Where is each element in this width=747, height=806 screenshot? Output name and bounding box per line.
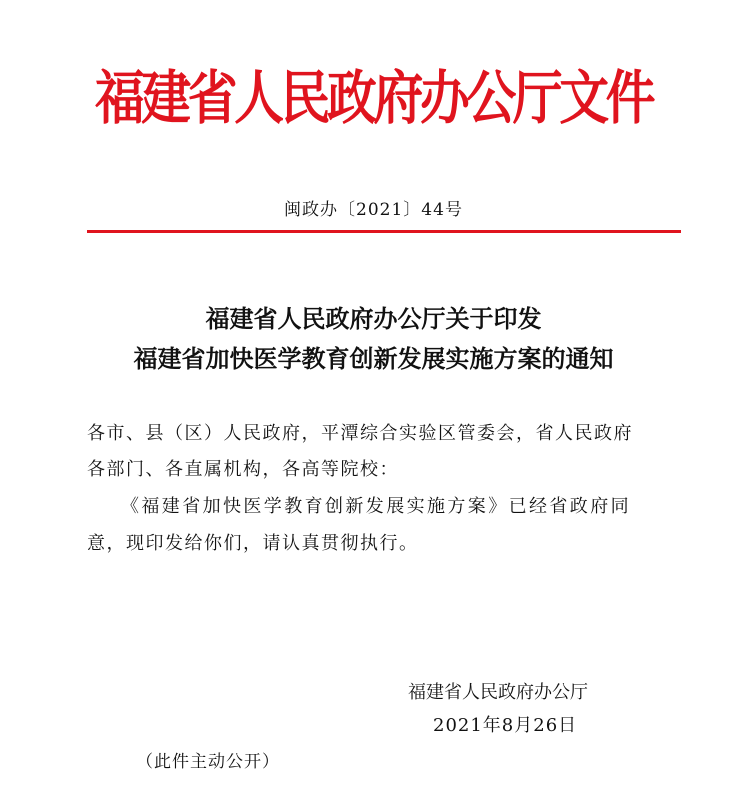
body-paragraph-line-1: 《福建省加快医学教育创新发展实施方案》已经省政府同 [121, 496, 631, 517]
document-header-title: 福建省人民政府办公厅文件 [94, 64, 653, 132]
addressee-line-2: 各部门、各直属机构，各高等院校： [87, 459, 399, 480]
body-paragraph-line-2: 意，现印发给你们，请认真贯彻执行。 [87, 533, 419, 554]
addressee-line-1: 各市、县（区）人民政府，平潭综合实验区管委会，省人民政府 [87, 423, 633, 444]
document-number: 闽政办〔2021〕44号 [284, 200, 463, 220]
document-title-line-2: 福建省加快医学教育创新发展实施方案的通知 [133, 344, 614, 373]
document-title-line-1: 福建省人民政府办公厅关于印发 [205, 304, 542, 333]
red-divider-line [87, 230, 681, 233]
signature-organization: 福建省人民政府办公厅 [408, 682, 588, 703]
signature-date: 2021年8月26日 [433, 715, 578, 736]
disclosure-note: （此件主动公开） [136, 752, 280, 772]
